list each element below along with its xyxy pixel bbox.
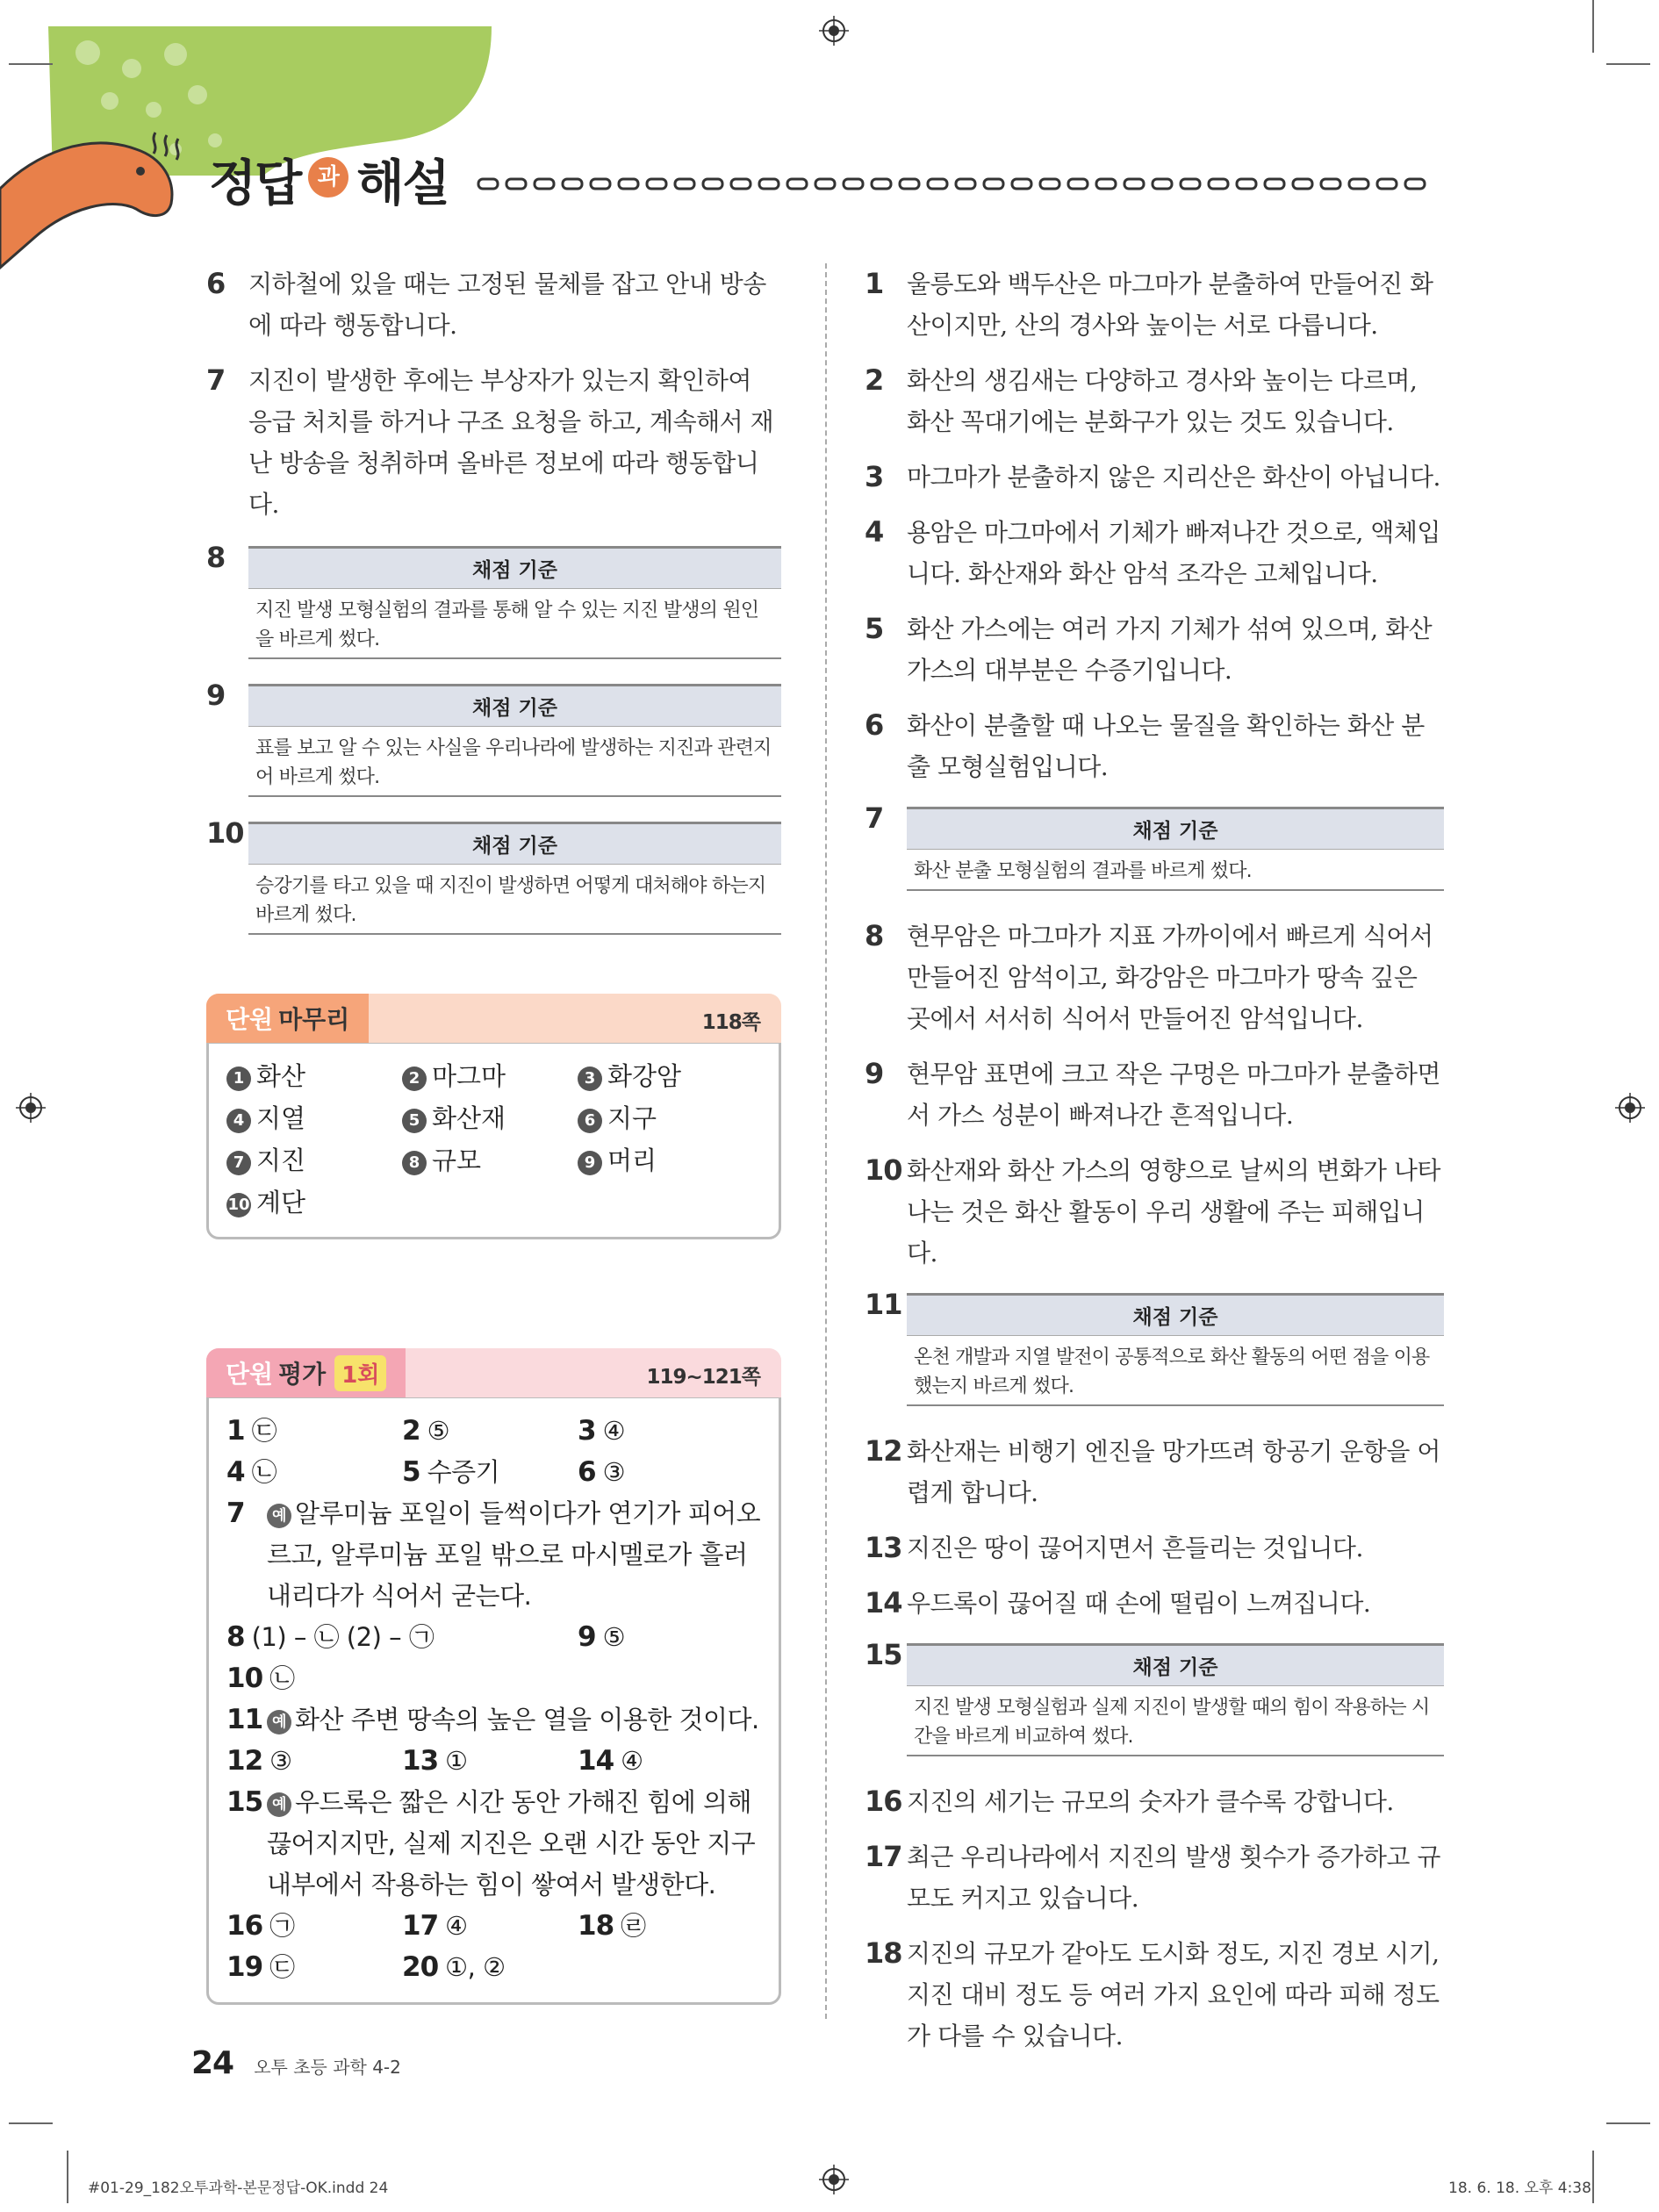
- crop-mark: [1606, 2122, 1650, 2124]
- number-badge: 6: [578, 1109, 602, 1133]
- crop-mark: [9, 2122, 53, 2124]
- item-text: 화산 가스에는 여러 가지 기체가 섞여 있으며, 화산 가스의 대부분은 수증기입니다.: [907, 614, 1433, 685]
- answer-cell: [226, 1906, 402, 1947]
- answer-value: ⑤: [427, 1416, 450, 1446]
- answer-item: [865, 1781, 1444, 1822]
- answer-item: [206, 263, 781, 346]
- title-and: 과: [308, 157, 348, 198]
- item-number: 2: [865, 363, 884, 397]
- number-badge: 5: [402, 1109, 427, 1133]
- book-title: 오투 초등 과학 4-2: [254, 2057, 401, 2078]
- item-number: 6: [865, 708, 884, 742]
- keyword-item: [578, 1098, 771, 1138]
- item-number: 16: [865, 1785, 902, 1818]
- criteria-table: [907, 1643, 1444, 1756]
- answer-item: [865, 1933, 1444, 2057]
- item-number: 13: [865, 1531, 902, 1564]
- page-reference: 118쪽: [701, 1011, 760, 1034]
- item-number: 14: [865, 1586, 902, 1620]
- registration-mark-top: [819, 16, 849, 46]
- answer-item: [865, 263, 1444, 346]
- question-number: 16: [226, 1910, 263, 1942]
- criteria-table: [248, 822, 781, 935]
- question-number: 15: [226, 1786, 263, 1818]
- answer-item: [865, 608, 1444, 691]
- keyword-item: [578, 1056, 771, 1096]
- answer-row: [226, 1947, 761, 1988]
- answer-value: ④: [621, 1746, 643, 1776]
- answer-value: ③: [269, 1746, 292, 1776]
- answer-item: [865, 1527, 1444, 1569]
- answer-row: [226, 1658, 761, 1699]
- answer-item: [865, 1150, 1444, 1274]
- title-explanation: 해설: [356, 155, 449, 212]
- keyword-item: [226, 1140, 402, 1181]
- question-number: 12: [226, 1745, 263, 1777]
- label-unit: 단원: [226, 1005, 274, 1034]
- criteria-table: [248, 684, 781, 797]
- answer-value: 수증기: [427, 1457, 500, 1487]
- unit-summary-body: [206, 1041, 781, 1239]
- item-number: 7: [206, 363, 226, 397]
- item-text: 용암은 마그마에서 기체가 빠져나간 것으로, 액체입니다. 화산재와 화산 암석 조각은 고체입니다.: [907, 518, 1440, 588]
- number-badge: 8: [402, 1151, 427, 1175]
- number-badge: 9: [578, 1151, 602, 1175]
- page-footer: [191, 2045, 401, 2081]
- item-text: 화산이 분출할 때 나오는 물질을 확인하는 화산 분출 모형실험입니다.: [907, 711, 1425, 781]
- answer-item: [865, 1836, 1444, 1919]
- crop-mark: [1592, 0, 1594, 53]
- number-badge: 1: [226, 1066, 251, 1091]
- answer-cell: [226, 1658, 402, 1699]
- answer-value: ③: [602, 1457, 626, 1487]
- criteria-text: 지진 발생 모형실험의 결과를 통해 알 수 있는 지진 발생의 원인을 바르게 썼다.: [255, 600, 759, 650]
- example-mark: 예: [267, 1504, 291, 1528]
- item-number: 1: [865, 267, 884, 300]
- answer-value: ㉢: [269, 1952, 295, 1982]
- criteria-table: [907, 807, 1444, 891]
- answer-cell: [226, 1452, 402, 1493]
- criteria-text: 온천 개발과 지열 발전이 공통적으로 화산 활동의 어떤 점을 이용했는지 바르게 썼다.: [914, 1347, 1430, 1397]
- answer-value: (1) – ㉡ (2) – ㉠: [251, 1622, 434, 1652]
- item-text: 화산재는 비행기 엔진을 망가뜨려 항공기 운항을 어렵게 합니다.: [907, 1437, 1440, 1507]
- item-text: 현무암은 마그마가 지표 가까이에서 빠르게 식어서 만들어진 암석이고, 화강암은 마그마가 땅속 깊은 곳에서 서서히 식어서 만들어진 암석입니다.: [907, 922, 1433, 1033]
- crop-mark: [1592, 2151, 1594, 2203]
- label-wrapup: 마무리: [278, 1005, 350, 1034]
- answer-cell: [578, 1617, 753, 1658]
- question-number: 5: [402, 1456, 420, 1488]
- item-number: 7: [865, 801, 884, 835]
- keyword-item: [402, 1056, 578, 1096]
- answer-item: [865, 1583, 1444, 1624]
- crop-mark: [1606, 63, 1650, 65]
- registration-mark-left: [16, 1093, 46, 1123]
- registration-mark-bottom: [819, 2165, 849, 2194]
- answer-value: ④: [602, 1416, 626, 1446]
- criteria-table: [907, 1293, 1444, 1406]
- example-mark: 예: [267, 1792, 291, 1817]
- item-text: 최근 우리나라에서 지진의 발생 횟수가 증가하고 규모도 커지고 있습니다.: [907, 1842, 1440, 1913]
- page-number: 24: [191, 2045, 234, 2081]
- item-number: 9: [865, 1057, 884, 1090]
- page-title: [209, 145, 449, 215]
- right-column: [865, 263, 1444, 2071]
- criteria-heading: 채점 기준: [907, 1296, 1444, 1336]
- answer-cell: [226, 1741, 402, 1782]
- unit-summary-label: [206, 994, 369, 1043]
- keyword-item: [226, 1182, 402, 1223]
- item-number: 8: [206, 541, 226, 574]
- number-badge: 7: [226, 1151, 251, 1175]
- crop-mark: [9, 63, 53, 65]
- unit-evaluation-body: [206, 1396, 781, 2005]
- print-timestamp: 18. 6. 18. 오후 4:38: [1448, 2180, 1591, 2197]
- answer-text: 우드록은 짧은 시간 동안 가해진 힘에 의해 끊어지지만, 실제 지진은 오랜 시간 동안 지구 내부에서 작용하는 힘이 쌓여서 발생한다.: [267, 1787, 756, 1900]
- print-file-info: #01-29_182오투과학-본문정답-OK.indd 24: [88, 2180, 389, 2197]
- question-number: 7: [226, 1497, 245, 1529]
- item-number: 17: [865, 1840, 902, 1873]
- left-column: [206, 263, 781, 959]
- unit-summary-header: [206, 994, 781, 1043]
- item-text: 화산재와 화산 가스의 영향으로 날씨의 변화가 나타나는 것은 화산 활동이 우리 생활에 주는 피해입니다.: [907, 1156, 1440, 1268]
- answer-cell: [402, 1411, 578, 1452]
- label-evaluation: 평가: [278, 1360, 327, 1389]
- item-text: 화산의 생김새는 다양하고 경사와 높이는 다르며, 화산 꼭대기에는 분화구가 있는 것도 있습니다.: [907, 366, 1418, 436]
- unit-evaluation-box: [206, 1348, 781, 2005]
- unit-summary-box: [206, 994, 781, 1239]
- answer-row: [226, 1452, 761, 1493]
- answer-item: [865, 705, 1444, 787]
- answer-row: [226, 1741, 761, 1782]
- question-number: 10: [226, 1663, 263, 1694]
- answer-cell: [578, 1906, 753, 1947]
- answer-cell: [402, 1947, 578, 1988]
- answer-cell: [578, 1411, 753, 1452]
- question-number: 8: [226, 1621, 245, 1653]
- answer-item: [865, 360, 1444, 442]
- answer-cell: [402, 1906, 578, 1947]
- keyword-text: 마그마: [432, 1061, 506, 1091]
- keyword-text: 규모: [432, 1146, 482, 1175]
- item-text: 지진의 규모가 같아도 도시화 정도, 지진 경보 시기, 지진 대비 정도 등 여러 가지 요인에 따라 피해 정도가 다를 수 있습니다.: [907, 1939, 1440, 2050]
- number-badge: 3: [578, 1066, 602, 1091]
- question-number: 13: [402, 1745, 439, 1777]
- answer-item: [865, 1053, 1444, 1136]
- answer-cell: [226, 1617, 578, 1658]
- criteria-heading: 채점 기준: [907, 1646, 1444, 1686]
- item-text: 지하철에 있을 때는 고정된 물체를 잡고 안내 방송에 따라 행동합니다.: [248, 269, 766, 340]
- grading-criteria: [206, 541, 781, 659]
- question-number: 17: [402, 1910, 439, 1942]
- criteria-text: 지진 발생 모형실험과 실제 지진이 발생할 때의 힘이 작용하는 시간을 바르게 비교하여 썼다.: [914, 1697, 1430, 1748]
- item-text: 지진의 세기는 규모의 숫자가 클수록 강합니다.: [907, 1787, 1394, 1816]
- answer-text: 알루미늄 포일이 들썩이다가 연기가 피어오르고, 알루미늄 포일 밖으로 마시멜로가 흘러내리다가 식어서 굳는다.: [267, 1498, 761, 1611]
- answer-line: [226, 1699, 761, 1741]
- keyword-text: 화산: [256, 1061, 306, 1091]
- item-number: 12: [865, 1434, 902, 1468]
- question-number: 18: [578, 1910, 614, 1942]
- answer-text: 화산 주변 땅속의 높은 열을 이용한 것이다.: [295, 1705, 759, 1734]
- question-number: 2: [402, 1415, 420, 1447]
- number-badge: 2: [402, 1066, 427, 1091]
- answer-row: [226, 1617, 761, 1658]
- keyword-text: 계단: [256, 1188, 306, 1217]
- keyword-item: [226, 1056, 402, 1096]
- keyword-grid: [226, 1056, 761, 1223]
- keyword-item: [578, 1140, 771, 1181]
- item-number: 10: [206, 816, 244, 850]
- answer-value: ①, ②: [445, 1952, 506, 1982]
- criteria-text: 승강기를 타고 있을 때 지진이 발생하면 어떻게 대처해야 하는지 바르게 썼다.: [255, 875, 766, 926]
- item-number: 3: [865, 460, 884, 493]
- page-reference: 119~121쪽: [646, 1366, 760, 1389]
- criteria-heading: 채점 기준: [248, 824, 781, 865]
- answer-value: ㉡: [269, 1663, 295, 1693]
- answer-value: ①: [445, 1746, 468, 1776]
- keyword-text: 지열: [256, 1103, 306, 1133]
- item-number: 9: [206, 679, 226, 712]
- item-number: 5: [865, 612, 884, 645]
- example-mark: 예: [267, 1710, 291, 1734]
- item-number: 18: [865, 1936, 902, 1970]
- answer-value: ㉢: [251, 1416, 277, 1446]
- criteria-heading: 채점 기준: [248, 686, 781, 727]
- keyword-text: 지진: [256, 1146, 306, 1175]
- number-badge: 10: [226, 1193, 251, 1217]
- column-divider: [825, 263, 827, 2019]
- answer-value: ㉣: [621, 1911, 646, 1941]
- criteria-text: 표를 보고 알 수 있는 사실을 우리나라에 발생하는 지진과 관련지어 바르게 썼다.: [255, 737, 772, 788]
- item-text: 지진은 땅이 끊어지면서 흔들리는 것입니다.: [907, 1533, 1363, 1562]
- keyword-item: [402, 1140, 578, 1181]
- answer-item: [865, 456, 1444, 498]
- item-number: 11: [865, 1288, 902, 1321]
- item-text: 현무암 표면에 크고 작은 구멍은 마그마가 분출하면서 가스 성분이 빠져나간 흔적입니다.: [907, 1059, 1440, 1130]
- grading-criteria: [865, 801, 1444, 891]
- number-badge: 4: [226, 1109, 251, 1133]
- question-number: 4: [226, 1456, 245, 1488]
- answer-cell: [578, 1452, 753, 1493]
- grading-criteria: [865, 1638, 1444, 1756]
- answer-cell: [402, 1741, 578, 1782]
- question-number: 9: [578, 1621, 596, 1653]
- unit-evaluation-label: [206, 1348, 406, 1397]
- crop-mark: [67, 2151, 68, 2203]
- item-text: 마그마가 분출하지 않은 지리산은 화산이 아닙니다.: [907, 463, 1440, 492]
- criteria-heading: 채점 기준: [248, 549, 781, 589]
- answer-value: ④: [445, 1911, 468, 1941]
- item-number: 6: [206, 267, 226, 300]
- question-number: 3: [578, 1415, 596, 1447]
- answer-value: ⑤: [602, 1622, 626, 1652]
- answer-cell: [578, 1741, 753, 1782]
- item-number: 4: [865, 515, 884, 549]
- answer-row: [226, 1906, 761, 1947]
- registration-mark-right: [1615, 1093, 1645, 1123]
- item-number: 8: [865, 919, 884, 952]
- title-answer: 정답: [209, 155, 301, 212]
- criteria-text: 화산 분출 모형실험의 결과를 바르게 썼다.: [914, 860, 1252, 882]
- answer-item: [865, 512, 1444, 594]
- item-number: 15: [865, 1638, 902, 1671]
- item-text: 지진이 발생한 후에는 부상자가 있는지 확인하여 응급 처치를 하거나 구조 요청을 하고, 계속해서 재난 방송을 청취하며 올바른 정보에 따라 행동합니다.: [248, 366, 774, 519]
- answer-item: [206, 360, 781, 525]
- keyword-text: 화산재: [432, 1103, 506, 1133]
- answer-item: [865, 916, 1444, 1039]
- round-badge: 1회: [334, 1355, 386, 1391]
- answer-value: ㉠: [269, 1911, 295, 1941]
- question-number: 1: [226, 1415, 245, 1447]
- keyword-item: [402, 1098, 578, 1138]
- item-text: 울릉도와 백두산은 마그마가 분출하여 만들어진 화산이지만, 산의 경사와 높이는 서로 다릅니다.: [907, 269, 1433, 340]
- item-number: 10: [865, 1153, 902, 1187]
- criteria-table: [248, 546, 781, 659]
- keyword-text: 화강암: [607, 1061, 682, 1091]
- keyword-item: [226, 1098, 402, 1138]
- grading-criteria: [206, 679, 781, 797]
- criteria-heading: 채점 기준: [907, 809, 1444, 850]
- keyword-text: 머리: [607, 1146, 657, 1175]
- answer-row: [226, 1411, 761, 1452]
- grading-criteria: [865, 1288, 1444, 1406]
- question-number: 14: [578, 1745, 614, 1777]
- label-unit: 단원: [226, 1360, 274, 1389]
- question-number: 6: [578, 1456, 596, 1488]
- keyword-text: 지구: [607, 1103, 657, 1133]
- answer-item: [865, 1431, 1444, 1513]
- answer-cell: [226, 1947, 402, 1988]
- unit-evaluation-header: [206, 1348, 781, 1397]
- answer-line: [226, 1493, 761, 1617]
- grading-criteria: [206, 816, 781, 935]
- answer-line: [226, 1782, 761, 1906]
- item-text: 우드록이 끊어질 때 손에 떨림이 느껴집니다.: [907, 1589, 1371, 1618]
- answer-value: ㉡: [251, 1457, 277, 1487]
- answer-cell: [402, 1452, 578, 1493]
- question-number: 11: [226, 1704, 263, 1735]
- answer-cell: [226, 1411, 402, 1452]
- question-number: 19: [226, 1951, 263, 1983]
- question-number: 20: [402, 1951, 439, 1983]
